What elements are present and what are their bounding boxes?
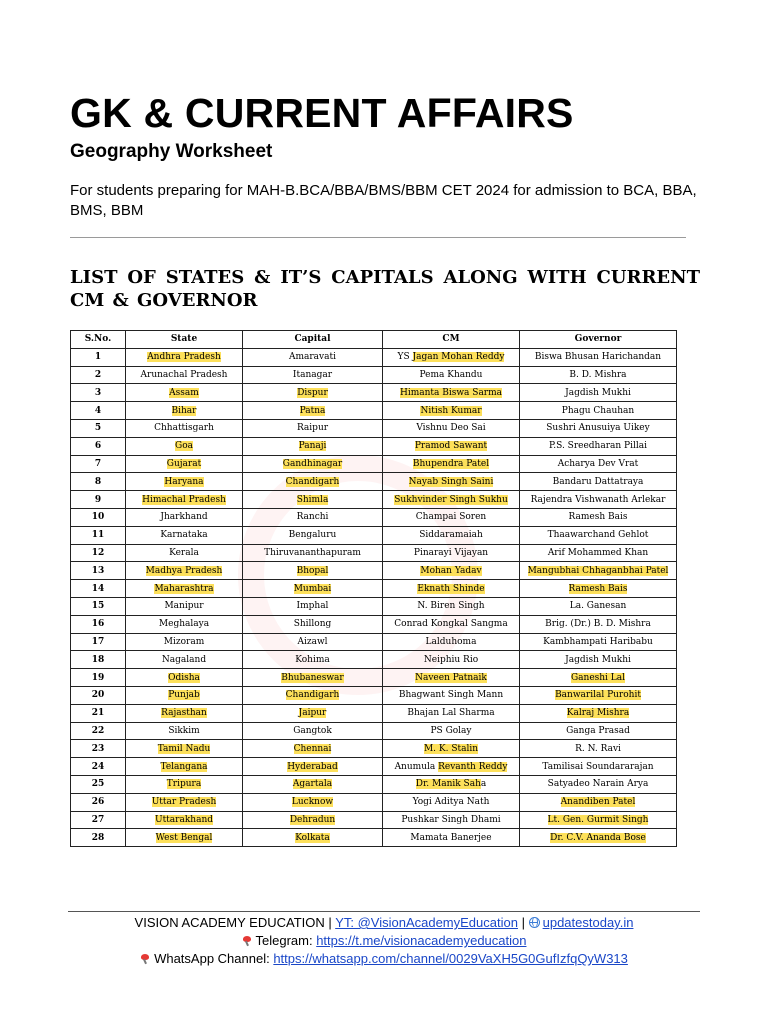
highlight-mark: Lt. Gen. Gurmit Singh — [547, 814, 649, 825]
cell-sno: 7 — [71, 455, 126, 473]
cell-state: Meghalaya — [126, 615, 243, 633]
table-row — [71, 722, 677, 740]
page-subtitle: Geography Worksheet — [70, 141, 273, 162]
column-header-capital: Capital — [243, 331, 383, 349]
highlight-mark: Revanth Reddy — [438, 761, 508, 772]
cell-state: Kerala — [126, 544, 243, 562]
cell-capital — [243, 562, 383, 580]
cell-capital — [243, 384, 383, 402]
highlight-mark: Lucknow — [291, 797, 334, 808]
cell-cm: Neiphiu Rio — [383, 651, 520, 669]
cell-state — [126, 491, 243, 509]
highlight-mark: Gandhinagar — [282, 458, 343, 469]
cell-cm: Dr. Manik Saha — [383, 775, 520, 793]
cell-cm — [383, 437, 520, 455]
cell-sno: 8 — [71, 473, 126, 491]
cell-cm: N. Biren Singh — [383, 597, 520, 615]
table-row — [71, 775, 677, 793]
cell-state — [126, 580, 243, 598]
cell-cm: Pema Khandu — [383, 366, 520, 384]
highlight-mark: Uttar Pradesh — [151, 797, 217, 808]
youtube-link[interactable]: YT: @VisionAcademyEducation — [335, 915, 518, 930]
cell-capital: Shillong — [243, 615, 383, 633]
highlight-mark: Jaipur — [298, 708, 327, 719]
cell-cm: Yogi Aditya Nath — [383, 793, 520, 811]
highlight-mark: Telangana — [160, 761, 208, 772]
table-row — [71, 437, 677, 455]
cell-sno: 5 — [71, 419, 126, 437]
highlight-mark: Mohan Yadav — [420, 565, 482, 576]
highlight-mark: Dr. C.V. Ananda Bose — [550, 832, 646, 843]
cell-governor — [520, 562, 677, 580]
org-name: VISION ACADEMY EDUCATION — [134, 915, 325, 930]
cell-state — [126, 402, 243, 420]
cell-cm: Mamata Banerjee — [383, 829, 520, 847]
highlight-mark: Bhopal — [296, 565, 329, 576]
cell-state — [126, 473, 243, 491]
cell-governor — [520, 669, 677, 687]
cell-sno: 15 — [71, 597, 126, 615]
cell-state — [126, 829, 243, 847]
cell-capital — [243, 402, 383, 420]
cell-cm: Pinarayi Vijayan — [383, 544, 520, 562]
cell-governor — [520, 793, 677, 811]
cell-capital — [243, 758, 383, 776]
cell-cm: Bhagwant Singh Mann — [383, 686, 520, 704]
cell-governor: Arif Mohammed Khan — [520, 544, 677, 562]
cell-state — [126, 793, 243, 811]
cell-state: Manipur — [126, 597, 243, 615]
highlight-mark: Mangubhai Chhaganbhai Patel — [527, 565, 669, 576]
cell-sno: 2 — [71, 366, 126, 384]
cell-governor: Thaawarchand Gehlot — [520, 526, 677, 544]
highlight-mark: M. K. Stalin — [423, 743, 479, 754]
table-row — [71, 651, 677, 669]
cell-sno: 6 — [71, 437, 126, 455]
cell-capital: Itanagar — [243, 366, 383, 384]
table-row — [71, 740, 677, 758]
cell-sno: 23 — [71, 740, 126, 758]
pushpin-icon — [242, 936, 252, 946]
cell-governor: Satyadeo Narain Arya — [520, 775, 677, 793]
cell-sno: 16 — [71, 615, 126, 633]
cell-governor — [520, 829, 677, 847]
separator: | — [328, 915, 332, 930]
table-row — [71, 633, 677, 651]
cell-capital — [243, 491, 383, 509]
cell-state: Nagaland — [126, 651, 243, 669]
table-row — [71, 526, 677, 544]
cell-state — [126, 562, 243, 580]
cell-sno: 27 — [71, 811, 126, 829]
cell-cm — [383, 740, 520, 758]
cell-capital: Gangtok — [243, 722, 383, 740]
cell-cm: Conrad Kongkal Sangma — [383, 615, 520, 633]
highlight-mark: Chandigarh — [285, 476, 340, 487]
cell-state: Jharkhand — [126, 508, 243, 526]
cell-sno: 19 — [71, 669, 126, 687]
highlight-mark: Sukhvinder Singh Sukhu — [394, 494, 508, 505]
cell-governor — [520, 580, 677, 598]
highlight-mark: Bihar — [171, 405, 197, 416]
cell-sno: 28 — [71, 829, 126, 847]
table-header-row — [71, 331, 677, 349]
highlight-mark: Agartala — [292, 779, 333, 790]
highlight-mark: Kalraj Mishra — [566, 708, 630, 719]
cell-cm — [383, 669, 520, 687]
table-row — [71, 544, 677, 562]
highlight-mark: Goa — [175, 441, 193, 452]
cell-governor: Jagdish Mukhi — [520, 384, 677, 402]
highlight-mark: Panaji — [298, 441, 327, 452]
table-row — [71, 793, 677, 811]
cell-state — [126, 455, 243, 473]
cell-governor — [520, 704, 677, 722]
table-row — [71, 348, 677, 366]
highlight-mark: Shimla — [296, 494, 329, 505]
cell-capital — [243, 704, 383, 722]
highlight-mark: Gujarat — [166, 458, 202, 469]
highlight-mark: Maharashtra — [154, 583, 214, 594]
cell-cm: Anumula Revanth Reddy — [383, 758, 520, 776]
cell-capital — [243, 829, 383, 847]
highlight-mark: Haryana — [164, 476, 204, 487]
cell-state — [126, 437, 243, 455]
cell-cm — [383, 580, 520, 598]
highlight-mark: Jagan Mohan Reddy — [412, 352, 505, 363]
highlight-mark: Mumbai — [293, 583, 332, 594]
table-row — [71, 491, 677, 509]
cell-governor: Bandaru Dattatraya — [520, 473, 677, 491]
cell-state — [126, 758, 243, 776]
whatsapp-link[interactable]: https://whatsapp.com/channel/0029VaXH5G0GufIzfqQyW313 — [273, 951, 628, 966]
highlight-mark: Naveen Patnaik — [415, 672, 487, 683]
cell-capital — [243, 793, 383, 811]
highlight-mark: Nayab Singh Saini — [408, 476, 494, 487]
cell-cm: Pushkar Singh Dhami — [383, 811, 520, 829]
cell-governor — [520, 811, 677, 829]
cell-state: Chhattisgarh — [126, 419, 243, 437]
cell-sno: 9 — [71, 491, 126, 509]
intro-text: For students preparing for MAH-B.BCA/BBA/BMS/BBM CET 2024 for admission to BCA, BBA, BMS, BBM — [70, 182, 697, 219]
cell-governor: P.S. Sreedharan Pillai — [520, 437, 677, 455]
cell-cm — [383, 491, 520, 509]
table-row — [71, 669, 677, 687]
cell-capital: Thiruvananthapuram — [243, 544, 383, 562]
highlight-mark: Tamil Nadu — [157, 743, 211, 754]
cell-governor — [520, 686, 677, 704]
table-row — [71, 597, 677, 615]
table-row — [71, 580, 677, 598]
highlight-mark: Bhubaneswar — [281, 672, 344, 683]
cell-cm: Siddaramaiah — [383, 526, 520, 544]
cell-sno: 3 — [71, 384, 126, 402]
highlight-mark: Dr. Manik Sah — [415, 779, 481, 790]
cell-sno: 17 — [71, 633, 126, 651]
highlight-mark: Eknath Shinde — [417, 583, 485, 594]
cell-state — [126, 740, 243, 758]
highlight-mark: Uttarakhand — [154, 814, 214, 825]
whatsapp-label: WhatsApp Channel: — [154, 951, 270, 966]
page-title: GK & CURRENT AFFAIRS — [70, 90, 574, 136]
highlight-mark: Andhra Pradesh — [147, 352, 221, 363]
table-row — [71, 366, 677, 384]
highlight-mark: Bhupendra Patel — [412, 458, 490, 469]
highlight-mark: Himachal Pradesh — [142, 494, 226, 505]
highlight-mark: Tripura — [166, 779, 202, 790]
cell-capital — [243, 740, 383, 758]
highlight-mark: Nitish Kumar — [420, 405, 482, 416]
highlight-mark: Patna — [299, 405, 326, 416]
cell-cm: PS Golay — [383, 722, 520, 740]
cell-sno: 12 — [71, 544, 126, 562]
table-row — [71, 562, 677, 580]
column-header-cm: CM — [383, 331, 520, 349]
cell-cm — [383, 562, 520, 580]
cell-state: Karnataka — [126, 526, 243, 544]
cell-sno: 21 — [71, 704, 126, 722]
highlight-mark: Chennai — [293, 743, 332, 754]
cell-governor: R. N. Ravi — [520, 740, 677, 758]
highlight-mark: Dehradun — [289, 814, 336, 825]
cell-sno: 11 — [71, 526, 126, 544]
globe-icon — [529, 917, 540, 928]
separator: | — [521, 915, 525, 930]
footer-line-1 — [0, 915, 768, 930]
cell-capital — [243, 775, 383, 793]
cell-capital: Raipur — [243, 419, 383, 437]
cell-governor: Biswa Bhusan Harichandan — [520, 348, 677, 366]
cell-sno: 4 — [71, 402, 126, 420]
highlight-mark: Kolkata — [295, 832, 330, 843]
table-row — [71, 455, 677, 473]
header-divider — [70, 237, 686, 238]
cell-state: Arunachal Pradesh — [126, 366, 243, 384]
highlight-mark: Dispur — [297, 387, 328, 398]
table-row — [71, 473, 677, 491]
cell-governor: Tamilisai Soundararajan — [520, 758, 677, 776]
footer-line-3 — [0, 951, 768, 966]
highlight-mark: Rajasthan — [161, 708, 207, 719]
cell-cm: Bhajan Lal Sharma — [383, 704, 520, 722]
telegram-link[interactable]: https://t.me/visionacademyeducation — [316, 933, 527, 948]
cell-cm — [383, 402, 520, 420]
cell-governor: Phagu Chauhan — [520, 402, 677, 420]
cell-governor: Kambhampati Haribabu — [520, 633, 677, 651]
highlight-mark: Ganeshi Lal — [570, 672, 626, 683]
cell-sno: 1 — [71, 348, 126, 366]
cell-state — [126, 704, 243, 722]
highlight-mark: Punjab — [168, 690, 200, 701]
cell-governor: Brig. (Dr.) B. D. Mishra — [520, 615, 677, 633]
telegram-label: Telegram: — [255, 933, 313, 948]
pushpin-icon — [140, 954, 150, 964]
cell-capital: Imphal — [243, 597, 383, 615]
table-row — [71, 508, 677, 526]
website-link[interactable]: updatestoday.in — [542, 915, 634, 930]
cell-cm — [383, 473, 520, 491]
cell-sno: 10 — [71, 508, 126, 526]
cell-sno: 26 — [71, 793, 126, 811]
cell-capital — [243, 580, 383, 598]
highlight-mark: West Bengal — [155, 832, 213, 843]
column-header-state: State — [126, 331, 243, 349]
highlight-mark: Ramesh Bais — [568, 583, 628, 594]
cell-governor: Ramesh Bais — [520, 508, 677, 526]
cell-cm — [383, 455, 520, 473]
column-header-governor: Governor — [520, 331, 677, 349]
cell-governor: La. Ganesan — [520, 597, 677, 615]
table-row — [71, 829, 677, 847]
highlight-mark: Assam — [169, 387, 199, 398]
table-row — [71, 758, 677, 776]
cell-cm: Vishnu Deo Sai — [383, 419, 520, 437]
cell-state — [126, 811, 243, 829]
cell-governor: Ganga Prasad — [520, 722, 677, 740]
table-body — [71, 348, 677, 846]
cell-capital — [243, 669, 383, 687]
cell-sno: 24 — [71, 758, 126, 776]
highlight-mark: Pramod Sawant — [414, 441, 488, 452]
table-row — [71, 704, 677, 722]
cell-state — [126, 348, 243, 366]
cell-capital: Kohima — [243, 651, 383, 669]
cell-capital: Amaravati — [243, 348, 383, 366]
table-row — [71, 811, 677, 829]
footer-divider — [68, 911, 700, 912]
column-header-sno: S.No. — [71, 331, 126, 349]
cell-sno: 13 — [71, 562, 126, 580]
cell-state: Sikkim — [126, 722, 243, 740]
cell-capital: Bengaluru — [243, 526, 383, 544]
highlight-mark: Banwarilal Purohit — [555, 690, 641, 701]
table-row — [71, 384, 677, 402]
cell-state — [126, 686, 243, 704]
cell-sno: 14 — [71, 580, 126, 598]
cell-cm: Champai Soren — [383, 508, 520, 526]
cell-sno: 20 — [71, 686, 126, 704]
cell-sno: 22 — [71, 722, 126, 740]
cell-state — [126, 669, 243, 687]
cell-state — [126, 775, 243, 793]
table-row — [71, 686, 677, 704]
cell-capital — [243, 455, 383, 473]
cell-state — [126, 384, 243, 402]
cell-cm — [383, 384, 520, 402]
cell-cm: Lalduhoma — [383, 633, 520, 651]
highlight-mark: Chandigarh — [285, 690, 340, 701]
cell-sno: 25 — [71, 775, 126, 793]
cell-capital: Aizawl — [243, 633, 383, 651]
cell-capital: Ranchi — [243, 508, 383, 526]
footer-line-2 — [0, 933, 768, 948]
highlight-mark: Hyderabad — [287, 761, 338, 772]
cell-governor: B. D. Mishra — [520, 366, 677, 384]
table-row — [71, 419, 677, 437]
cell-governor: Jagdish Mukhi — [520, 651, 677, 669]
table-row — [71, 615, 677, 633]
highlight-mark: Madhya Pradesh — [145, 565, 223, 576]
states-table — [70, 330, 677, 847]
cell-capital — [243, 686, 383, 704]
cell-capital — [243, 811, 383, 829]
cell-sno: 18 — [71, 651, 126, 669]
cell-capital — [243, 437, 383, 455]
section-heading: LIST OF STATES & IT’S CAPITALS ALONG WITH CURRENT CM & GOVERNOR — [70, 267, 700, 311]
cell-cm: YS Jagan Mohan Reddy — [383, 348, 520, 366]
table-row — [71, 402, 677, 420]
cell-state: Mizoram — [126, 633, 243, 651]
highlight-mark: Anandiben Patel — [560, 797, 636, 808]
cell-capital — [243, 473, 383, 491]
cell-governor: Rajendra Vishwanath Arlekar — [520, 491, 677, 509]
highlight-mark: Odisha — [168, 672, 200, 683]
cell-governor: Sushri Anusuiya Uikey — [520, 419, 677, 437]
cell-governor: Acharya Dev Vrat — [520, 455, 677, 473]
highlight-mark: Himanta Biswa Sarma — [399, 387, 503, 398]
